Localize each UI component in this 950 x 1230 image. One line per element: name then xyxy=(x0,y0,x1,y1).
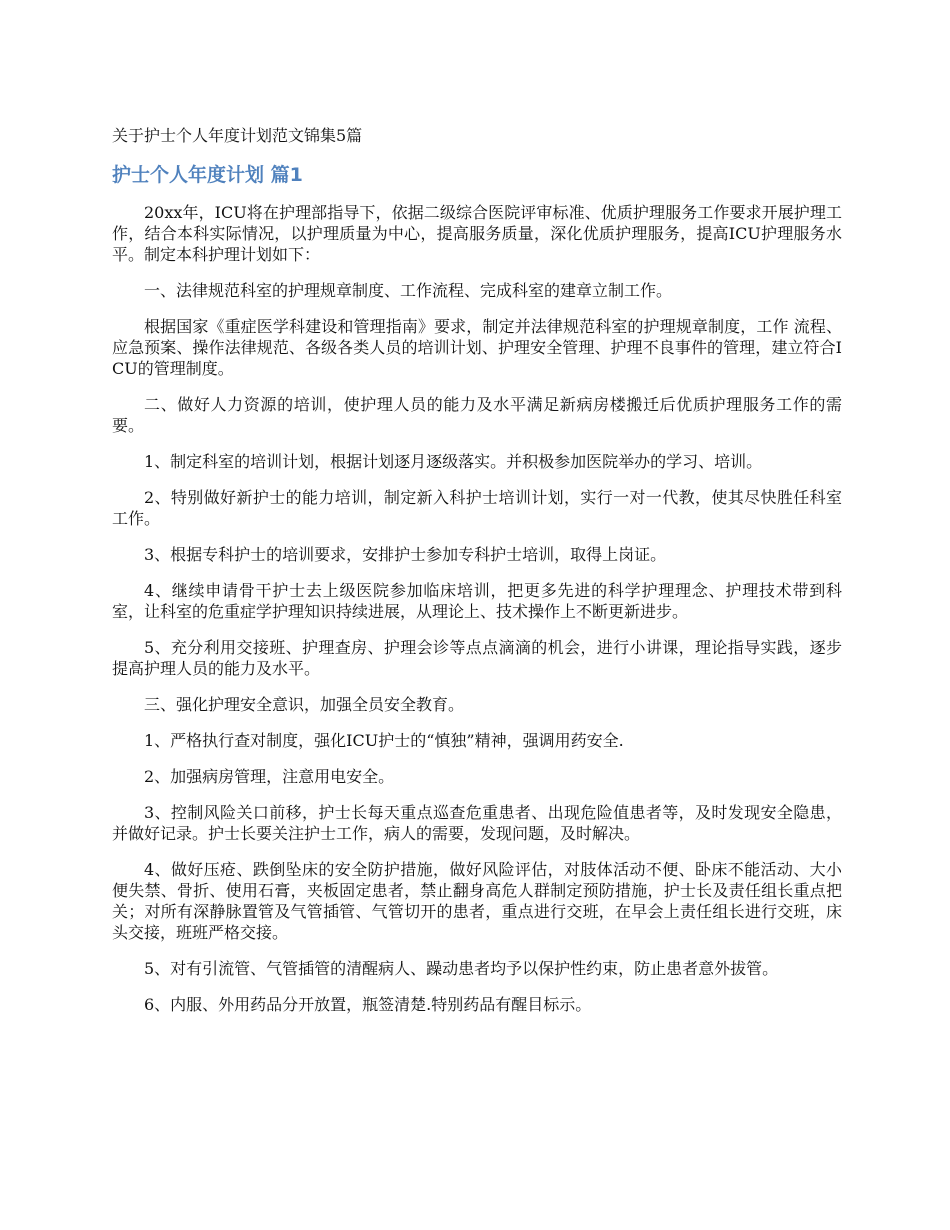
paragraph-section-1: 一、法律规范科室的护理规章制度、工作流程、完成科室的建章立制工作。 xyxy=(144,281,673,300)
paragraph-section-3-item-2: 2、加强病房管理，注意用电安全。 xyxy=(144,767,395,786)
paragraph-section-2-item-2: 2、特别做好新护士的能力培训，制定新入科护士培训计划，实行一对一代教，使其尽快胜任科室工作。 xyxy=(112,488,842,528)
paragraph-section-3-item-6: 6、内服、外用药品分开放置，瓶签清楚.特别药品有醒目标示。 xyxy=(144,995,592,1014)
paragraph-section-3: 三、强化护理安全意识，加强全员安全教育。 xyxy=(144,695,465,714)
paragraph-section-2-item-3: 3、根据专科护士的培训要求，安排护士参加专科护士培训，取得上岗证。 xyxy=(144,545,667,564)
paragraph-intro: 20xx年，ICU将在护理部指导下，依据二级综合医院评审标准、优质护理服务工作要求开展护理工作，结合本科实际情况，以护理质量为中心，提高服务质量，深化优质护理服务，提高ICU护理服务水平。制定本科护理计划如下： xyxy=(112,203,842,264)
document-body xyxy=(112,124,842,1030)
paragraph-section-2-item-1: 1、制定科室的培训计划，根据计划逐月逐级落实。并积极参加医院举办的学习、培训。 xyxy=(144,452,763,471)
paragraph-section-2-item-4: 4、继续申请骨干护士去上级医院参加临床培训，把更多先进的科学护理理念、护理技术带到科室，让科室的危重症学护理知识持续进展，从理论上、技术操作上不断更新进步。 xyxy=(112,581,842,621)
paragraph-section-3-item-1: 1、严格执行查对制度，强化ICU护士的“慎独”精神，强调用药安全. xyxy=(144,731,624,750)
document-title: 关于护士个人年度计划范文锦集5篇 xyxy=(112,126,363,145)
paragraph-section-3-item-3: 3、控制风险关口前移，护士长每天重点巡查危重患者、出现危险值患者等，及时发现安全隐患，并做好记录。护士长要关注护士工作，病人的需要，发现问题，及时解决。 xyxy=(112,803,842,843)
paragraph-section-3-item-5: 5、对有引流管、气管插管的清醒病人、躁动患者均予以保护性约束，防止患者意外拔管。 xyxy=(144,959,779,978)
paragraph-section-2: 二、做好人力资源的培训，使护理人员的能力及水平满足新病房楼搬迁后优质护理服务工作的需要。 xyxy=(112,395,842,435)
paragraph-section-3-item-4: 4、做好压疮、跌倒坠床的安全防护措施，做好风险评估，对肢体活动不便、卧床不能活动、大小便失禁、骨折、使用石膏，夹板固定患者，禁止翻身高危人群制定预防措施，护士长及责任组长重点把关；对所有深静脉置管及气管插管、气管切开的患者，重点进行交班，在早会上责任组长进行交班，床头交接，班班严格交接。 xyxy=(112,860,842,942)
paragraph-section-2-item-5: 5、充分利用交接班、护理查房、护理会诊等点点滴滴的机会，进行小讲课，理论指导实践，逐步提高护理人员的能力及水平。 xyxy=(112,638,842,678)
paragraph-section-1-detail: 根据国家《重症医学科建设和管理指南》要求，制定并法律规范科室的护理规章制度，工作 流程、应急预案、操作法律规范、各级各类人员的培训计划、护理安全管理、护理不良事件的管理，建立符合ICU的管理制度。 xyxy=(112,317,842,378)
section-heading: 护士个人年度计划 篇1 xyxy=(112,164,303,186)
